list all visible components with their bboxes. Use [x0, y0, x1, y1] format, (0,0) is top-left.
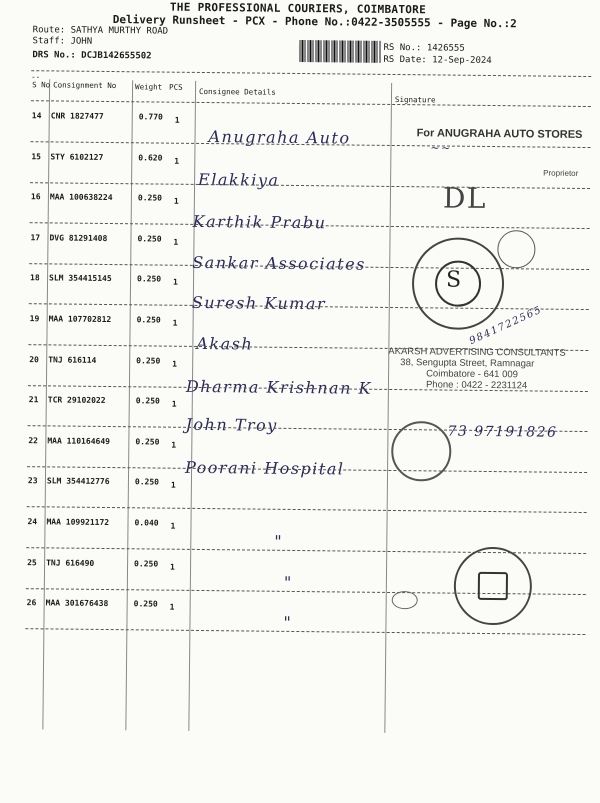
row-sno: 18 — [30, 273, 40, 283]
column-header-weight: Weight — [135, 82, 163, 92]
row-weight: 0.250 — [137, 234, 162, 244]
row-weight: 0.250 — [134, 477, 160, 487]
column-divider — [384, 83, 392, 733]
row-consignee-handwriting: " — [274, 531, 284, 551]
row-sno: 25 — [27, 557, 37, 567]
row-divider — [27, 507, 587, 514]
proprietor-label: Proprietor — [543, 168, 579, 178]
handwritten-phone: 73 97191826 — [447, 423, 558, 441]
row-consignment-no: DVG 81291408 — [49, 233, 108, 243]
row-sno: 23 — [27, 476, 38, 486]
row-pcs: 1 — [172, 318, 178, 328]
column-header-consignment: Consignment No — [53, 80, 117, 91]
row-consignment-no: MAA 100638224 — [49, 192, 113, 203]
row-weight: 0.250 — [133, 599, 158, 609]
row-consignment-no: STY 6102127 — [50, 151, 104, 162]
column-divider — [188, 81, 196, 731]
row-pcs: 1 — [171, 399, 177, 409]
column-header-signature: Signature — [394, 95, 436, 105]
row-consignee-handwriting: Poorani Hospital — [185, 457, 345, 479]
row-weight: 0.620 — [138, 152, 163, 163]
row-consignment-no: TNJ 616114 — [48, 354, 97, 365]
circular-seal — [391, 421, 452, 482]
rs-number: RS No.: 1426555 — [383, 42, 465, 54]
row-sno: 26 — [26, 598, 37, 608]
row-weight: 0.770 — [138, 112, 163, 122]
row-pcs: 1 — [171, 440, 177, 450]
row-pcs: 1 — [170, 521, 176, 531]
row-weight: 0.250 — [136, 355, 161, 366]
row-consignment-no: MAA 109921172 — [46, 517, 110, 528]
row-pcs: 1 — [172, 278, 178, 288]
signature-scribble: ~~ — [430, 141, 452, 155]
row-consignee-handwriting: " — [283, 572, 293, 592]
row-sno: 20 — [29, 354, 39, 364]
row-consignee-handwriting: John Troy — [185, 415, 278, 435]
seal-logo-glyph: S — [445, 267, 463, 293]
runsheet-subtitle: Delivery Runsheet - PCX - Phone No.:0422-3505555 - Page No.:2 — [112, 13, 517, 31]
row-pcs: 1 — [170, 481, 176, 491]
row-consignment-no: CNR 1827477 — [50, 111, 104, 121]
akarsh-stamp-name: AKARSH ADVERTISING CONSULTANTS — [388, 345, 566, 359]
row-consignee-handwriting: Suresh Kumar — [191, 293, 327, 314]
staff-label: Staff: JOHN — [32, 36, 93, 47]
row-consignee-handwriting: Sankar Associates — [192, 252, 366, 274]
row-weight: 0.250 — [136, 315, 161, 325]
drs-number: DRS No.: DCJB142655502 — [32, 50, 152, 62]
row-sno: 21 — [28, 395, 39, 405]
row-weight: 0.040 — [134, 518, 159, 528]
row-pcs: 1 — [173, 237, 179, 247]
row-pcs: 1 — [170, 562, 175, 572]
row-consignment-no: SLM 354415145 — [49, 273, 112, 284]
column-header-divider — [31, 100, 591, 107]
row-consignment-no: MAA 110164649 — [47, 436, 111, 446]
row-consignee-handwriting: Dharma Krishnan K — [185, 376, 373, 398]
row-weight: 0.250 — [135, 396, 160, 406]
row-consignment-no: SLM 354412776 — [46, 476, 110, 487]
row-sno: 19 — [29, 314, 40, 324]
row-weight: 0.250 — [137, 193, 163, 203]
header-divider — [31, 70, 591, 77]
column-header-pcs: PCS — [169, 82, 183, 92]
akarsh-stamp-city: Coimbatore - 641 009 — [426, 368, 519, 381]
row-consignment-no: MAA 301676438 — [45, 598, 109, 609]
row-pcs: 1 — [173, 196, 179, 206]
handwritten-number: 9841722565 — [467, 304, 544, 347]
row-consignee-handwriting: Anugraha Auto — [208, 127, 351, 148]
row-divider — [25, 628, 585, 635]
row-consignment-no: MAA 107702812 — [48, 314, 112, 325]
column-header-consignee: Consignee Details — [198, 86, 276, 97]
row-divider — [30, 182, 590, 189]
row-weight: 0.250 — [134, 558, 159, 569]
row-pcs: 1 — [174, 156, 180, 166]
hospital-seal-logo — [478, 572, 508, 600]
company-title: THE PROFESSIONAL COURIERS, COIMBATORE — [169, 0, 427, 17]
row-consignee-handwriting: Elakkiya — [198, 169, 280, 190]
row-sno: 22 — [28, 435, 39, 446]
row-sno: 17 — [30, 232, 41, 243]
row-consignment-no: TNJ 616490 — [46, 557, 95, 568]
row-sno: 24 — [27, 517, 38, 527]
row-weight: 0.250 — [135, 437, 160, 447]
row-consignee-handwriting: Akash — [196, 333, 254, 354]
row-pcs: 1 — [169, 602, 175, 612]
row-sno: 15 — [31, 151, 42, 161]
dl-signature: DL — [442, 181, 488, 215]
row-pcs: 1 — [174, 115, 180, 125]
row-consignee-handwriting: " — [283, 613, 293, 633]
row-consignee-handwriting: Karthik Prabu — [192, 212, 327, 233]
runsheet-page: THE PROFESSIONAL COURIERS, COIMBATORE Delivery Runsheet - PCX - Phone No.:0422-3505555 - Page No.:2 Route: SATHYA MURTHY ROAD Staff: JOHN DRS No.: DCJB142655502 RS No.: 1426555 RS Date: 12-Sep-2024 -- S No Consignment No Weight PCS Consignee Details Signature 14 CNR 1827477 0.770 1 Anugraha Auto 15 STY 6102127 0.620 1 Elakkiya 16 MAA 100638224 0.250 1 Karthik Prabu 17 DVG 81291408 0.250 1 Sankar Associates 18 SLM 354415145 0.250 1 Suresh Kumar 19 MAA 107702812 0.250 1 Akash 20 TNJ 616114 0.250 1 Dharma Krishnan K 21 TCR 29102022 0.250 1 John Troy 22 MAA 110164649 0.250 1 Poorani Hospital 23 SLM 354412776 0.250 1 24 MAA 109921172 0.040 1 " 25 TNJ 616490 0.250 1 " 26 MAA 301676438 0.250 1 " For ANUGRAHA AUTO STORES ~~ Proprietor DL S 9841722565 AKARSH ADVERTISING CONSULTANTS 38, Sengupta Street, Ramnagar Coimbatore - 641 009 Phone : 0422 - 2231124 73 97191826 — [0, 0, 600, 803]
barcode — [299, 40, 381, 63]
row-consignment-no: TCR 29102022 — [47, 395, 106, 406]
route-label: Route: SATHYA MURTHY ROAD — [32, 25, 169, 37]
column-divider — [125, 80, 133, 730]
akarsh-stamp-phone: Phone : 0422 - 2231124 — [425, 379, 528, 392]
akarsh-stamp-address: 38, Sengupta Street, Ramnagar — [400, 357, 535, 370]
row-weight: 0.250 — [137, 274, 162, 284]
column-header-sno: S No — [32, 80, 51, 90]
anugraha-stamp: For ANUGRAHA AUTO STORES — [416, 127, 583, 141]
row-pcs: 1 — [172, 359, 178, 369]
row-sno: 14 — [31, 111, 42, 121]
signature-loop — [497, 230, 535, 268]
signature-loop — [392, 591, 418, 609]
rs-date: RS Date: 12-Sep-2024 — [383, 54, 492, 67]
row-sno: 16 — [30, 192, 41, 202]
